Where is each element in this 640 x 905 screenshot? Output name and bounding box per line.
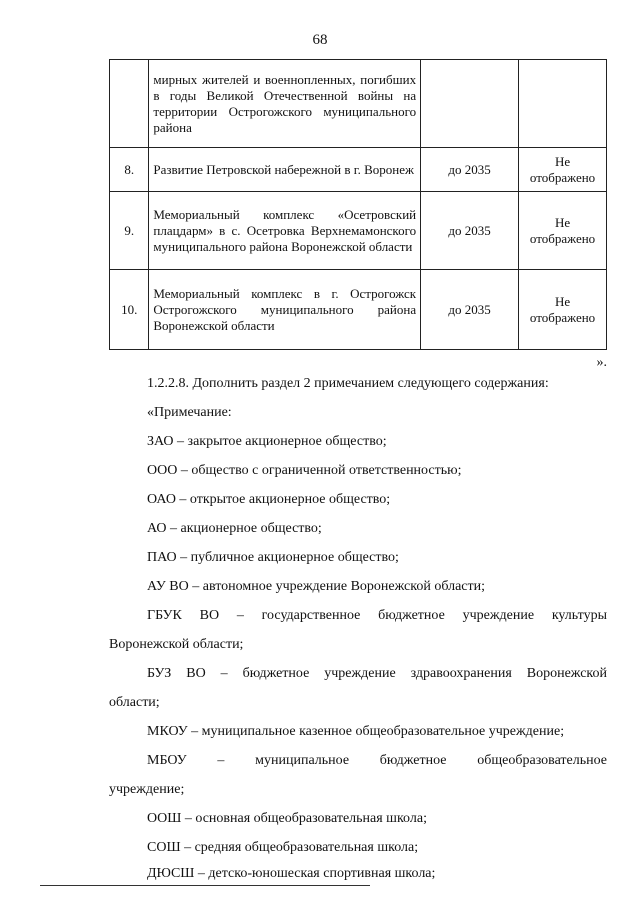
table-row [110, 148, 607, 192]
abbreviation-line: АУ ВО – автономное учреждение Воронежской области; [147, 579, 486, 594]
object-status: Не отображено [519, 192, 607, 270]
abbreviation-continuation: Воронежской области; [109, 637, 244, 652]
object-status: Не отображено [519, 270, 607, 350]
abbreviation-line: ОАО – открытое акционерное общество; [147, 492, 391, 507]
row-number: 9. [110, 192, 149, 270]
table-row [110, 60, 607, 148]
page-number: 68 [312, 32, 328, 48]
object-term: до 2035 [421, 270, 519, 350]
object-term: до 2035 [421, 148, 519, 192]
abbreviation-continuation: учреждение; [109, 782, 185, 797]
row-number: 8. [110, 148, 149, 192]
amendment-paragraph: 1.2.2.8. Дополнить раздел 2 примечанием следующего содержания: [147, 376, 549, 391]
abbreviation-line: МКОУ – муниципальное казенное общеобразовательное учреждение; [147, 724, 565, 739]
footer-divider [40, 885, 370, 886]
abbreviation-line: БУЗ ВО – бюджетное учреждение здравоохранения Воронежской [147, 666, 607, 681]
object-status: Не отображено [519, 148, 607, 192]
abbreviation-line: ГБУК ВО – государственное бюджетное учреждение культуры [147, 608, 607, 623]
row-number: 10. [110, 270, 149, 350]
objects-table [109, 59, 607, 350]
row-number [110, 60, 149, 148]
object-name: Мемориальный комплекс «Осетровский плацдарм» в с. Осетровка Верхнемамонского муниципального района Воронежской области [149, 192, 421, 270]
abbreviation-line: ЗАО – закрытое акционерное общество; [147, 434, 387, 449]
object-term [421, 60, 519, 148]
abbreviation-continuation: области; [109, 695, 160, 710]
object-name: Развитие Петровской набережной в г. Воронеж [149, 148, 421, 192]
object-name: Мемориальный комплекс в г. Острогожск Острогожского муниципального района Воронежской области [149, 270, 421, 350]
object-status [519, 60, 607, 148]
abbreviation-line: ООШ – основная общеобразовательная школа; [147, 811, 427, 826]
closing-quote: ». [596, 355, 607, 370]
object-term: до 2035 [421, 192, 519, 270]
table-row [110, 192, 607, 270]
abbreviation-line: ДЮСШ – детско-юношеская спортивная школа; [147, 866, 436, 881]
abbreviation-line: ПАО – публичное акционерное общество; [147, 550, 399, 565]
abbreviation-line: МБОУ – муниципальное бюджетное общеобразовательное [147, 753, 607, 768]
object-name: мирных жителей и военнопленных, погибших в годы Великой Отечественной войны на территории Острогожского муниципального района [149, 60, 421, 148]
note-heading: «Примечание: [147, 405, 232, 420]
table-row [110, 270, 607, 350]
abbreviation-line: ООО – общество с ограниченной ответственностью; [147, 463, 462, 478]
abbreviation-line: СОШ – средняя общеобразовательная школа; [147, 840, 419, 855]
abbreviation-line: АО – акционерное общество; [147, 521, 322, 536]
